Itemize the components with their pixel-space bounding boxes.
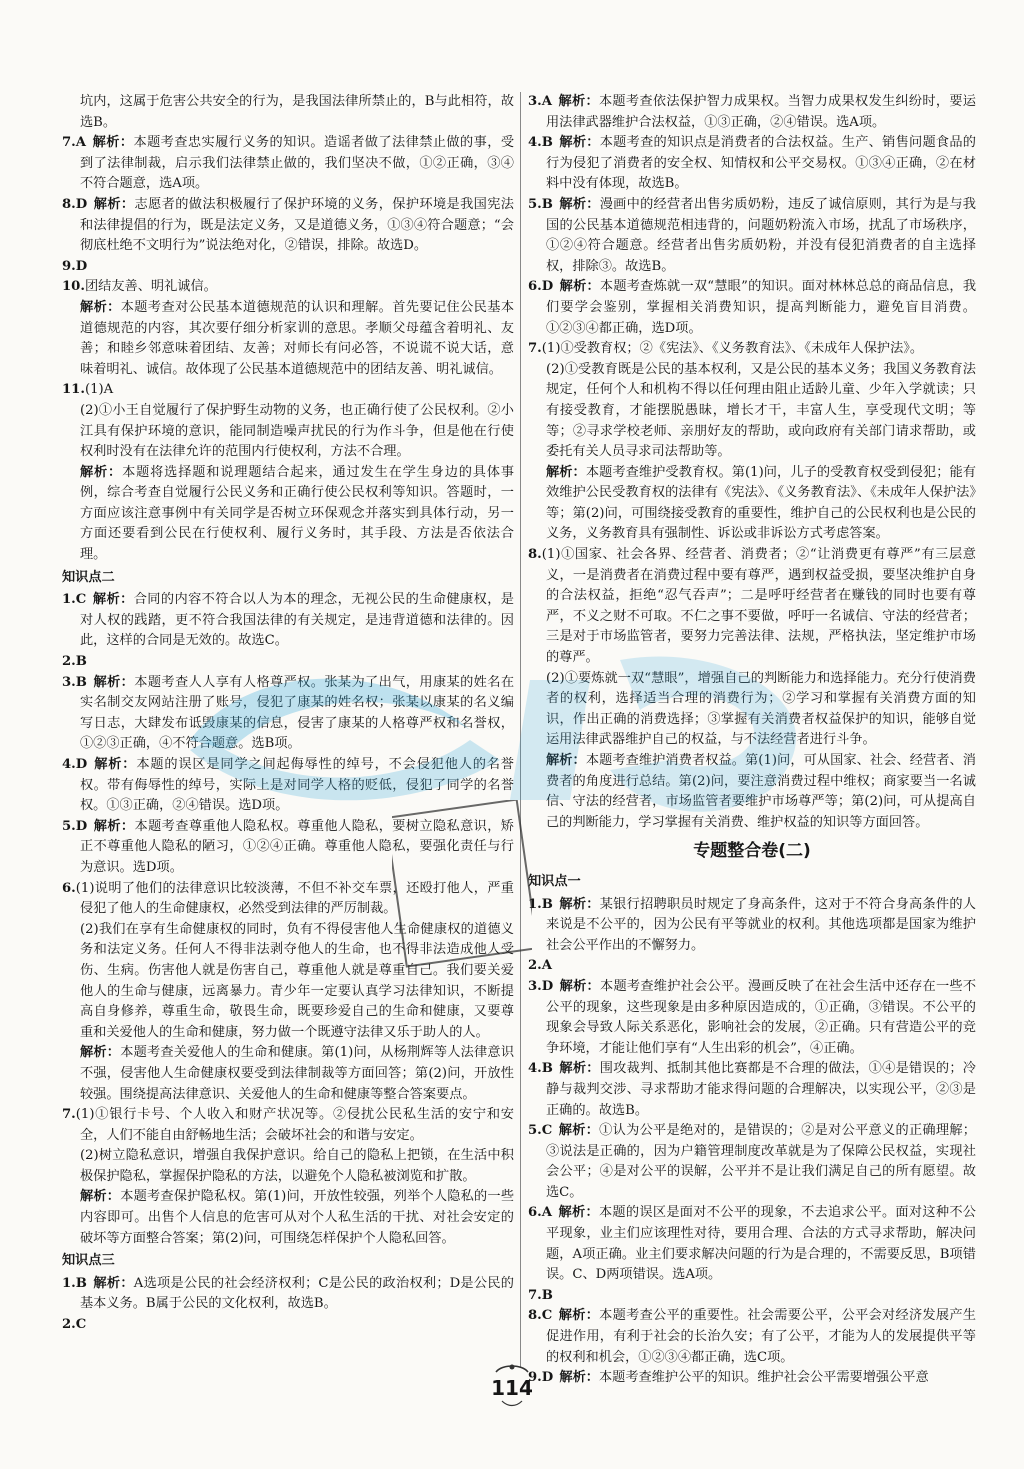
- analysis-label: 解析：: [559, 1061, 600, 1077]
- question-number: 4.: [62, 757, 76, 772]
- answer-paragraph: [62, 298, 514, 380]
- answer-item: [62, 1315, 514, 1336]
- answer-choice: B: [541, 135, 553, 151]
- question-number: 3.: [528, 94, 542, 109]
- answer-choice: C: [75, 1317, 87, 1333]
- analysis-label: 解析：: [559, 896, 600, 912]
- answer-item: [62, 879, 514, 920]
- answer-choice: B: [75, 1275, 87, 1291]
- question-number: 2.: [62, 1317, 76, 1333]
- question-number: 9.: [528, 1370, 542, 1386]
- answer-choice: A: [75, 135, 87, 151]
- question-number: 1.: [528, 896, 542, 912]
- page-number-underline-icon: [500, 1398, 524, 1408]
- answer-text: 解析：本题的误区是同学之间起侮辱性的绰号，不会侵犯他人的名誉权。带有侮辱性的绰号，实际上是对同学人格的贬低，侵犯了同学的名誉权。①③正确，②④错误。选D项。: [80, 757, 514, 814]
- answer-item: [528, 545, 976, 669]
- answer-text: (1)①受教育权；②《宪法》、《义务教育法》、《未成年人保护法》。: [541, 341, 924, 357]
- analysis-label: 解析：: [92, 135, 134, 151]
- answer-item: [528, 956, 976, 977]
- answer-paragraph: [528, 463, 976, 545]
- answer-text: 解析：本题考查人人享有人格尊严权。张某为了出气，用康某的姓名在实名制交友网站注册了账号，侵犯了康某的姓名权；张某以康某的名义编写日志，大肆发布诋毁康某的信息，侵害了康某的人格尊严权和名誉权，①②③正确，④不符合题意。选B项。: [80, 674, 515, 752]
- answer-text: 解析：本题考查依法保护智力成果权。当智力成果权发生纠纷时，要运用法律武器维护合法权益，①③正确，②④错误。选A项。: [546, 94, 976, 130]
- column-divider: [520, 92, 521, 1367]
- answer-choice: C: [541, 1308, 553, 1324]
- analysis-label: 解析：: [80, 1045, 121, 1061]
- answer-choice: B: [75, 674, 87, 690]
- answer-paragraph: [528, 360, 976, 463]
- section-title: 专题整合卷(二): [693, 841, 811, 862]
- answer-text: (2)我们在享有生命健康权的同时，负有不得侵害他人生命健康权的道德义务和法定义务。任何人不得非法剥夺他人的生命，也不得非法造成他人受伤、生病。伤害他人就是伤害自己，尊重他人就是尊重自己。我们要关爱他人的生命与健康，远离暴力。青少年一定要认真学习法律知识，不断提高自身修养，尊重生命，敬畏生命，既要珍爱自己的生命和健康，又要尊重和关爱他人的生命和健康，努力做一个既遵守法律又乐于助人的人。: [80, 921, 514, 1040]
- answer-paragraph: [62, 463, 514, 566]
- answer-text: 解析：本题考查忠实履行义务的知识。造谣者做了法律禁止做的事，受到了法律制裁，启示我们法律禁止做的，我们坚决不做，①②正确，③④不符合题意，选A项。: [80, 135, 515, 192]
- answer-item: [528, 977, 976, 1059]
- answer-text: 解析：本题将选择题和说理题结合起来，通过发生在学生身边的具体事例，综合考查自觉履行公民义务和正确行使公民权利等知识。答题时，一方面应该注意事例中有关同学是否树立环保观念并落实到具体行动，另一方面还要看到公民在行使权利、履行义务时，其手段、方法是否依法合理。: [80, 464, 515, 563]
- answer-text: (2)①要炼就一双“慧眼”，增强自己的判断能力和选择能力。充分行使消费者的权利，选择适当合理的消费行为；②学习和掌握有关消费方面的知识，作出正确的消费选择；③掌握有关消费者权益保护的知识，能够自觉运用法律武器维护自己的权益，与不法经营者进行斗争。: [546, 670, 976, 748]
- answer-item: [62, 817, 514, 879]
- answer-text: (2)树立隐私意识，增强自我保护意识。给自己的隐私上把锁，在生活中积极保护隐私，掌握保护隐私的方法，以避免个人隐私被浏览和扩散。: [80, 1148, 514, 1184]
- question-number: 1.: [62, 592, 76, 608]
- answer-item: [62, 755, 514, 817]
- analysis-label: 解析：: [93, 196, 135, 212]
- answer-choice: D: [541, 1370, 554, 1386]
- question-number: 7.: [528, 1287, 542, 1303]
- answer-item: [528, 1286, 976, 1307]
- answer-text: 解析：合同的内容不符合以人为本的理念，无视公民的生命健康权，是对人权的践踏，更不符合我国法律的有关规定，是违背道德和法律的。因此，这样的合同是无效的。故选C。: [80, 592, 514, 649]
- answer-text: 团结友善、明礼诚信。: [84, 279, 217, 295]
- answer-item: [62, 1274, 514, 1315]
- answer-item: [62, 673, 514, 755]
- answer-item: [62, 380, 514, 401]
- analysis-label: 解析：: [93, 674, 135, 690]
- knowledge-point-heading: 知识点一: [528, 873, 581, 889]
- question-number: 9.: [62, 258, 76, 274]
- question-number: 6.: [62, 880, 76, 896]
- analysis-label: 解析：: [559, 1370, 599, 1386]
- analysis-label: 解析：: [546, 753, 586, 768]
- answer-text: 解析：漫画中的经营者出售劣质奶粉，违反了诚信原则，其行为是与我国的公民基本道德规范相违背的，问题奶粉流入市场，扰乱了市场秩序，①②④符合题意。经营者出售劣质奶粉，并没有侵犯消费者的自主选择权，排除③。故选B。: [546, 196, 976, 274]
- answer-item: [62, 1105, 514, 1146]
- answer-text: 解析：围攻裁判、抵制其他比赛都是不合理的做法，①④是错误的；冷静与裁判交涉、寻求帮助才能求得问题的合理解决，以实现公平，②③是正确的。故选B。: [546, 1061, 976, 1118]
- answer-item: [62, 257, 514, 278]
- answer-choice: A: [541, 1205, 553, 1221]
- analysis-label: 解析：: [92, 592, 134, 608]
- answer-item: [528, 277, 976, 339]
- answer-choice: D: [75, 196, 88, 212]
- answer-choice: B: [541, 196, 553, 212]
- question-number: 8.: [62, 196, 76, 212]
- answer-paragraph: [62, 401, 514, 463]
- answer-text: 解析：本题考查维护受教育权。第(1)问，儿子的受教育权受到侵犯；能有效维护公民受教育权的法律有《宪法》、《义务教育法》、《未成年人保护法》等；第(2)问，可围绕接受教育的重要性，维护自己的公民权利也是公民的义务，义务教育具有强制性、诉讼或非诉讼方式考虑答案。: [546, 464, 976, 542]
- question-number: 4.: [528, 135, 542, 151]
- answer-choice: C: [75, 592, 87, 608]
- answer-text: (1)①国家、社会各界、经营者、消费者；②“让消费更有尊严”有三层意义，一是消费者在消费过程中要有尊严，遇到权益受损，要坚决维护自身的合法权益，拒绝“忍气吞声”；二是呼吁经营者在赚钱的同时也要有尊严，不义之财不可取。不仁之事不要做，呼吁一名诚信、守法的经营者；三是对于市场监管者，要努力完善法律、法规，严格执法，坚定维护市场的尊严。: [541, 547, 976, 666]
- answer-choice: B: [541, 1061, 553, 1077]
- page-number-ornament-icon: [492, 1362, 532, 1376]
- answer-choice: D: [75, 757, 88, 772]
- answer-choice: D: [75, 258, 88, 274]
- question-number: 6.: [528, 1205, 542, 1221]
- question-number: 4.: [528, 1061, 542, 1077]
- answer-text: 解析：某银行招聘职员时规定了身高条件，这对于不符合身高条件的人来说是不公平的，因为公民有平等就业的权利。其他选项都是国家为维护社会公平作出的不懈努力。: [546, 896, 976, 953]
- question-number: 2.: [62, 654, 76, 670]
- answer-item: [62, 195, 514, 257]
- question-number: 2.: [528, 958, 542, 974]
- question-number: 6.: [528, 279, 542, 295]
- answer-text: 解析：本题考查维护公平的知识。维护社会公平需要增强公平意: [559, 1370, 929, 1386]
- answer-item: [528, 1306, 976, 1368]
- answer-text: (1)A: [84, 382, 114, 398]
- answer-text: (1)说明了他们的法律意识比较淡薄，不但不补交车票，还殴打他人，严重侵犯了他人的生命健康权，必然受到法律的严厉制裁。: [75, 880, 514, 917]
- question-number: 8.: [528, 1308, 542, 1324]
- answer-item: [528, 339, 976, 360]
- answer-item: [528, 895, 976, 957]
- answer-choice: D: [541, 978, 554, 994]
- question-number: 7.: [62, 135, 76, 151]
- answer-item: [62, 133, 514, 195]
- answer-text: (1)①银行卡号、个人收入和财产状况等。②侵扰公民私生活的安宁和安全，人们不能自由舒畅地生活；会破坏社会的和谐与安定。: [75, 1107, 514, 1143]
- analysis-label: 解析：: [559, 279, 600, 295]
- question-number: 5.: [62, 818, 76, 834]
- answer-text: 解析：本题考查维护社会公平。漫画反映了在社会生活中还存在一些不公平的现象，这些现象是由多种原因造成的，①正确，③错误。不公平的现象会导致人际关系恶化，影响社会的发展，②正确。只有营造公平的竞争环境，才能让他们享有“人生出彩的机会”，④正确。: [546, 978, 977, 1056]
- analysis-label: 解析：: [558, 94, 599, 109]
- answer-text: 解析：本题考查的知识点是消费者的合法权益。生产、销售问题食品的行为侵犯了消费者的安全权、知情权和公平交易权。①③④正确，②在材料中没有体现，故选B。: [546, 135, 976, 192]
- analysis-label: 解析：: [80, 299, 121, 315]
- answer-item: [528, 1059, 976, 1121]
- answer-text: 解析：本题考查炼就一双“慧眼”的知识。面对林林总总的商品信息，我们要学会鉴别，掌握相关消费知识，提高判断能力，避免盲目消费。①②③④都正确，选D项。: [546, 279, 977, 336]
- question-number: 7.: [528, 341, 542, 357]
- answer-text: (2)①受教育既是公民的基本权利，又是公民的基本义务；我国义务教育法规定，任何个人和机构不得以任何理由阻止适龄儿童、少年入学就读；只有接受教育，才能摆脱愚昧，增长才干，丰富人生，享受现代文明；等等；②寻求学校老师、亲朋好友的帮助，或向政府有关部门请求帮助，或委托有关人员寻求司法帮助等。: [546, 361, 976, 460]
- answer-paragraph: [62, 92, 514, 133]
- analysis-label: 解析：: [80, 464, 123, 480]
- knowledge-point-heading: 知识点三: [62, 1253, 115, 1269]
- answer-text: 坑内，这属于危害公共安全的行为，是我国法律所禁止的，B与此相符，故选B。: [80, 94, 514, 130]
- answer-paragraph: [528, 669, 976, 751]
- analysis-label: 解析：: [559, 135, 600, 151]
- answer-item: [528, 133, 976, 195]
- analysis-label: 解析：: [559, 978, 600, 994]
- knowledge-point-heading: 知识点二: [62, 569, 115, 585]
- answer-text: (2)①小王自觉履行了保护野生动物的义务，也正确行使了公民权利。②小江具有保护环境的意识，能同制造噪声扰民的行为作斗争，但是他在行使权利时没有在法律允许的范围内行使权利，方法不合理。: [80, 402, 514, 460]
- answer-paragraph: [62, 1187, 514, 1249]
- answer-item: [528, 1203, 976, 1285]
- answer-text: 解析：本题考查维护消费者权益。第(1)问，可从国家、社会、经营者、消费者的角度进行总结。第(2)问，要注意消费过程中维权；商家要当一名诚信、守法的经营者，市场监管者要维护市场尊严等；第(2)问，可从提高自己的判断能力，学习掌握有关消费、维护权益的知识等方面回答。: [546, 753, 976, 830]
- answer-item: [528, 1121, 976, 1203]
- analysis-label: 解析：: [93, 1275, 134, 1291]
- question-number: 5.: [528, 196, 542, 212]
- question-number: 5.: [528, 1123, 542, 1139]
- answer-choice: D: [541, 279, 554, 295]
- question-number: 3.: [62, 674, 76, 690]
- answer-choice: A: [541, 94, 553, 109]
- left-column: [62, 92, 514, 1336]
- answer-item: [62, 590, 514, 652]
- answer-choice: B: [541, 896, 553, 912]
- question-number: 11.: [62, 382, 85, 398]
- answer-text: 解析：本题考查对公民基本道德规范的认识和理解。首先要记住公民基本道德规范的内容，其次要仔细分析家训的意思。孝顺父母蕴含着明礼、友善；和睦乡邻意味着团结、友善；对师长有问必答，不说谎不说大话，意味着明礼、诚信。故体现了公民基本道德规范中的团结友善、明礼诚信。: [80, 299, 515, 377]
- analysis-label: 解析：: [558, 1205, 599, 1221]
- question-number: 8.: [528, 547, 542, 563]
- answer-text: 解析：本题考查尊重他人隐私权。尊重他人隐私，要树立隐私意识，矫正不尊重他人隐私的陋习，①②④正确。尊重他人隐私，要强化责任与行为意识。选D项。: [80, 818, 514, 875]
- analysis-label: 解析：: [558, 1308, 600, 1324]
- analysis-label: 解析：: [80, 1189, 121, 1205]
- answer-item: [528, 92, 976, 133]
- answer-choice: B: [75, 654, 87, 670]
- question-number: 10.: [62, 279, 85, 295]
- analysis-label: 解析：: [559, 196, 600, 212]
- answer-paragraph: [528, 751, 976, 833]
- answer-choice: A: [541, 958, 553, 974]
- answer-paragraph: [62, 920, 514, 1044]
- analysis-label: 解析：: [93, 818, 135, 834]
- answer-choice: C: [541, 1123, 553, 1139]
- analysis-label: 解析：: [94, 757, 137, 772]
- answer-text: 解析：本题的误区是面对不公平的现象，不去追求公平。面对这种不公平现象，业主们应该理性对待，要用合理、合法的方式寻求帮助，解决问题，A项正确。业主们要求解决问题的行为是合理的，不需要反思，B项错误。C、D两项错误。选A项。: [546, 1205, 976, 1283]
- question-number: 7.: [62, 1107, 76, 1123]
- analysis-label: 解析：: [546, 464, 586, 480]
- page-number: 114: [491, 1376, 533, 1400]
- answer-paragraph: [62, 1043, 514, 1105]
- answer-choice: D: [75, 818, 88, 834]
- answer-item: [528, 195, 976, 277]
- answer-paragraph: [62, 1146, 514, 1187]
- answer-text: 解析：①认为公平是绝对的，是错误的；②是对公平意义的正确理解；③说法是正确的，因为户籍管理制度改革就是为了保障公民权益，实现社会公平；④是对公平的误解，公平并不是让我们满足自己的所有愿望。故选C。: [546, 1123, 976, 1200]
- answer-text: 解析：A选项是公民的社会经济权利；C是公民的政治权利；D是公民的基本义务。B属于公民的文化权利，故选B。: [80, 1275, 514, 1312]
- analysis-label: 解析：: [558, 1123, 600, 1139]
- question-number: 1.: [62, 1275, 76, 1291]
- answer-choice: B: [541, 1287, 553, 1303]
- answer-text: 解析：本题考查保护隐私权。第(1)问，开放性较强，列举个人隐私的一些内容即可。出售个人信息的危害可从对个人私生活的干扰、对社会安定的破坏等方面整合答案；第(2)问，可围绕怎样保护个人隐私回答。: [80, 1189, 515, 1246]
- answer-text: 解析：本题考查公平的重要性。社会需要公平，公平会对经济发展产生促进作用，有利于社会的长治久安；有了公平，才能为人的发展提供平等的权利和机会，①②③④都正确，选C项。: [546, 1308, 976, 1365]
- right-column: [528, 92, 976, 1389]
- question-number: 3.: [528, 978, 542, 994]
- answer-item: [62, 277, 514, 298]
- answer-text: 解析：志愿者的做法积极履行了保护环境的义务，保护环境是我国宪法和法律提倡的行为，既是法定义务，又是道德义务，①③④符合题意；“会彻底杜绝不文明行为”说法绝对化，②错误，排除。故选D。: [80, 196, 514, 254]
- answer-text: 解析：本题考查关爱他人的生命和健康。第(1)问，从杨荆辉等人法律意识不强，侵害他人生命健康权要受到法律制裁等方面回答；第(2)问，开放性较强。围绕提高法律意识、关爱他人的生命和健康等整合答案要点。: [80, 1045, 515, 1102]
- answer-item: [62, 652, 514, 673]
